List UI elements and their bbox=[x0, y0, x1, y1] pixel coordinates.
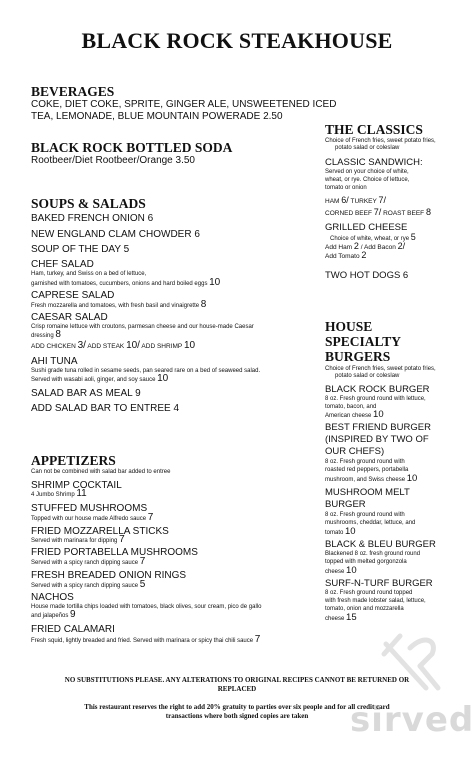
menu-item-price: 7 bbox=[254, 634, 261, 645]
grilled-addons bbox=[325, 251, 366, 261]
menu-item-name: CLASSIC SANDWICH: bbox=[325, 157, 423, 168]
menu-item-desc: dressing bbox=[31, 333, 54, 339]
menu-item-price: 10 bbox=[346, 565, 357, 576]
menu-item-desc-row bbox=[325, 475, 417, 485]
menu-item-price: 10 bbox=[345, 526, 356, 537]
menu-item-price: 10 bbox=[373, 409, 384, 420]
menu-item-desc: roasted red peppers, portabella bbox=[325, 467, 409, 473]
restaurant-title: BLACK ROCK STEAKHOUSE bbox=[81, 28, 393, 53]
menu-item-desc: Topped with our house made Alfredo sauce bbox=[31, 516, 147, 522]
sandwich-option: HAM bbox=[325, 198, 340, 205]
sandwich-price: 6/ bbox=[341, 195, 349, 205]
menu-item-name: SHRIMP COCKTAIL bbox=[31, 480, 122, 491]
menu-item-name: CAPRESE SALAD bbox=[31, 290, 115, 301]
menu-item-name: BLACK & BLEU BURGER bbox=[325, 539, 436, 550]
menu-item-desc: tomato, bacon, and bbox=[325, 404, 377, 410]
sandwich-options bbox=[325, 208, 431, 218]
menu-item-name: SURF-N-TURF BURGER bbox=[325, 578, 433, 589]
classics-heading: THE CLASSICS bbox=[325, 122, 423, 137]
beverages-heading: BEVERAGES bbox=[31, 84, 115, 99]
menu-item-desc-row bbox=[31, 536, 125, 546]
menu-item-name: (INSPIRED BY TWO OF bbox=[325, 434, 429, 445]
menu-item-name: AHI TUNA bbox=[31, 356, 78, 367]
add-on-label: ADD STEAK bbox=[87, 343, 125, 350]
sandwich-options bbox=[325, 196, 386, 206]
menu-item-desc: mushrooms, cheddar, lettuce, and bbox=[325, 520, 416, 526]
menu-item-desc: wheat, or rye. Choice of lettuce, bbox=[325, 177, 410, 183]
burgers-heading: SPECIALTY bbox=[325, 334, 402, 349]
menu-item-desc: Crisp romaine lettuce with croutons, parmesan cheese and our house-made Caesar bbox=[31, 324, 254, 330]
appetizers-heading: APPETIZERS bbox=[31, 453, 116, 468]
beverages-line: COKE, DIET COKE, SPRITE, GINGER ALE, UNSWEETENED ICED bbox=[31, 99, 337, 110]
appetizers-note: Can not be combined with salad bar added to entree bbox=[31, 469, 171, 475]
menu-item-desc-row bbox=[325, 567, 357, 577]
add-ons-row bbox=[31, 341, 195, 352]
menu-item-desc: Choice of white, wheat, or rye bbox=[330, 236, 410, 242]
sandwich-price: 7/ bbox=[373, 207, 382, 217]
menu-item-desc: 8 oz. Fresh ground round topped bbox=[325, 590, 413, 596]
footer-line: This restaurant reserves the right to add 20% gratuity to parties over six people and for all credit card bbox=[84, 703, 390, 711]
menu-item-price: 10 bbox=[209, 277, 221, 288]
menu-item-desc: tomato bbox=[325, 530, 344, 536]
menu-item-desc: topped with melted gorgonzola bbox=[325, 559, 407, 565]
menu-item-desc: 4 Jumbo Shrimp bbox=[31, 492, 75, 498]
sandwich-price: 8 bbox=[425, 207, 431, 217]
footer-line: transactions where both signed copies are taken bbox=[165, 712, 309, 720]
menu-item-desc-row bbox=[31, 375, 168, 385]
menu-item-desc: 8 oz. Fresh ground round with bbox=[325, 459, 405, 465]
menu-item-name: MUSHROOM MELT bbox=[325, 487, 410, 498]
add-on-price: 10/ bbox=[126, 340, 140, 351]
menu-item: NEW ENGLAND CLAM CHOWDER 6 bbox=[31, 229, 200, 240]
menu-item-desc: House made tortilla chips loaded with tomatoes, black olives, sour cream, pico de gallo bbox=[31, 604, 262, 610]
add-on-label: ADD SHRIMP bbox=[141, 343, 183, 350]
menu-item-desc-row bbox=[31, 331, 61, 341]
sirved-watermark: sirved bbox=[350, 700, 474, 740]
menu-item-price: 10 bbox=[157, 373, 169, 384]
menu-item-desc: Ham, turkey, and Swiss on a bed of lettuce, bbox=[31, 271, 147, 277]
soups-heading: SOUPS & SALADS bbox=[31, 196, 146, 211]
burgers-heading: BURGERS bbox=[325, 349, 391, 364]
menu-item-desc: Blackened 8 oz. fresh ground round bbox=[325, 551, 421, 557]
menu-item: ADD SALAD BAR TO ENTREE 4 bbox=[31, 403, 180, 414]
classics-desc: Choice of French fries, sweet potato fries, bbox=[325, 138, 436, 144]
menu-item-desc: Fresh mozzarella and tomatoes, with fresh basil and vinaigrette bbox=[31, 303, 200, 309]
menu-item-price: 10 bbox=[406, 473, 418, 484]
menu-item-name: FRIED CALAMARI bbox=[31, 624, 115, 635]
menu-item-price: 15 bbox=[346, 612, 357, 623]
menu-item-desc: tomato or onion bbox=[325, 185, 367, 191]
menu-item-desc: Served with wasabi aoli, ginger, and soy sauce bbox=[31, 377, 156, 383]
add-on-price: 2 bbox=[353, 241, 359, 251]
menu-item-desc: tomato, onion and mozzarella bbox=[325, 606, 404, 612]
menu-item-desc: mushroom, and Swiss cheese bbox=[325, 477, 406, 483]
menu-item-price: 7 bbox=[139, 556, 146, 567]
menu-item-desc-row bbox=[31, 279, 220, 289]
soda-heading: BLACK ROCK BOTTLED SODA bbox=[31, 140, 233, 155]
menu-item-desc-row bbox=[325, 614, 357, 624]
menu-item-price: 8 bbox=[200, 299, 207, 310]
menu-item-price: 5 bbox=[410, 232, 416, 242]
soda-line: Rootbeer/Diet Rootbeer/Orange 3.50 bbox=[31, 155, 195, 166]
menu-item-desc: Fresh squid, lightly breaded and fried. Served with marinara or spicy thai chili sauce bbox=[31, 638, 254, 644]
menu-item: SOUP OF THE DAY 5 bbox=[31, 244, 130, 255]
menu-item-name: FRIED PORTABELLA MUSHROOMS bbox=[31, 547, 198, 558]
menu-item-name: BLACK ROCK BURGER bbox=[325, 384, 430, 395]
burgers-desc: Choice of French fries, sweet potato fries, bbox=[325, 366, 436, 372]
menu-item-name: FRIED MOZZARELLA STICKS bbox=[31, 526, 169, 537]
menu-item-desc: cheese bbox=[325, 616, 345, 622]
menu-item-desc-row bbox=[31, 581, 145, 591]
menu-item-desc-row bbox=[31, 636, 260, 646]
menu-item: BAKED FRENCH ONION 6 bbox=[31, 213, 154, 224]
menu-item-desc: Served on your choice of white, bbox=[325, 169, 409, 175]
menu-item-desc: 8 oz. Fresh ground round with lettuce, bbox=[325, 396, 426, 402]
menu-item-desc-row bbox=[31, 558, 145, 568]
menu-item-desc: Served with a spicy ranch dipping sauce bbox=[31, 560, 139, 566]
menu-item-desc-row bbox=[31, 490, 87, 500]
burgers-desc: potato salad or coleslaw bbox=[335, 373, 400, 379]
menu-item-price: 7 bbox=[119, 534, 125, 545]
add-on-label: Add Ham bbox=[325, 244, 353, 251]
footer-line: NO SUBSTITUTIONS PLEASE. ANY ALTERATIONS TO ORIGINAL RECIPES CANNOT BE RETURNED OR bbox=[64, 676, 410, 684]
menu-item: TWO HOT DOGS 6 bbox=[325, 270, 409, 281]
menu-item-price: 7 bbox=[147, 512, 154, 523]
menu-item-desc: Served with a spicy ranch dipping sauce bbox=[31, 583, 139, 589]
menu-item-desc: 8 oz. Fresh ground round with bbox=[325, 512, 405, 518]
menu-item-desc: and jalapeños bbox=[31, 613, 69, 619]
sandwich-option: CORNED BEEF bbox=[325, 210, 372, 217]
add-on-label: / Add Bacon bbox=[360, 244, 396, 251]
menu-item-name: BURGER bbox=[325, 499, 366, 510]
add-on-label: Add Tomato bbox=[325, 253, 360, 260]
menu-item: SALAD BAR AS MEAL 9 bbox=[31, 388, 141, 399]
menu-item-desc: Sushi grade tuna rolled in sesame seeds, pan seared rare on a bed of seaweed salad. bbox=[31, 368, 261, 374]
menu-item-desc-row bbox=[31, 611, 76, 621]
menu-item-desc-row bbox=[325, 528, 356, 538]
menu-item-price: 5 bbox=[139, 579, 146, 590]
menu-item-desc: Served with marinara for dipping bbox=[31, 538, 118, 544]
add-on-price: 10 bbox=[183, 340, 196, 351]
menu-item-name: CHEF SALAD bbox=[31, 259, 94, 270]
burgers-heading: HOUSE bbox=[325, 319, 373, 334]
menu-item-name: GRILLED CHEESE bbox=[325, 222, 408, 233]
menu-item-price: 9 bbox=[70, 609, 76, 620]
menu-item-name: OUR CHEFS) bbox=[325, 446, 385, 457]
add-on-price: 3/ bbox=[77, 340, 86, 351]
menu-item-name: BEST FRIEND BURGER bbox=[325, 422, 431, 433]
menu-item-desc: with fresh made lobster salad, lettuce, bbox=[325, 598, 426, 604]
sandwich-price: 7/ bbox=[378, 195, 387, 205]
footer-line: REPLACED bbox=[217, 685, 257, 693]
add-on-label: ADD CHICKEN bbox=[31, 343, 76, 350]
menu-item-desc: American cheese bbox=[325, 413, 372, 419]
menu-item-name: CAESAR SALAD bbox=[31, 312, 108, 323]
menu-item-desc-row bbox=[31, 301, 206, 311]
menu-item-price: 8 bbox=[55, 329, 61, 340]
sandwich-option: TURKEY bbox=[350, 198, 377, 205]
sandwich-option: ROAST BEEF bbox=[383, 210, 425, 217]
menu-item-name: STUFFED MUSHROOMS bbox=[31, 503, 148, 514]
add-on-price: 2 bbox=[361, 250, 367, 260]
menu-item-desc-row bbox=[31, 514, 153, 524]
menu-item-desc: cheese bbox=[325, 569, 345, 575]
menu-item-desc-row bbox=[325, 411, 384, 421]
menu-item-name: NACHOS bbox=[31, 592, 74, 603]
menu-item-name: FRESH BREADED ONION RINGS bbox=[31, 570, 187, 581]
add-on-price: 2/ bbox=[397, 241, 406, 251]
beverages-line: TEA, LEMONADE, BLUE MOUNTAIN POWERADE 2.50 bbox=[31, 111, 283, 122]
menu-item-desc: garnished with tomatoes, cucumbers, onions and hard boiled eggs bbox=[31, 281, 208, 287]
classics-desc: potato salad or coleslaw bbox=[335, 145, 400, 151]
menu-item-price: 11 bbox=[76, 488, 87, 499]
